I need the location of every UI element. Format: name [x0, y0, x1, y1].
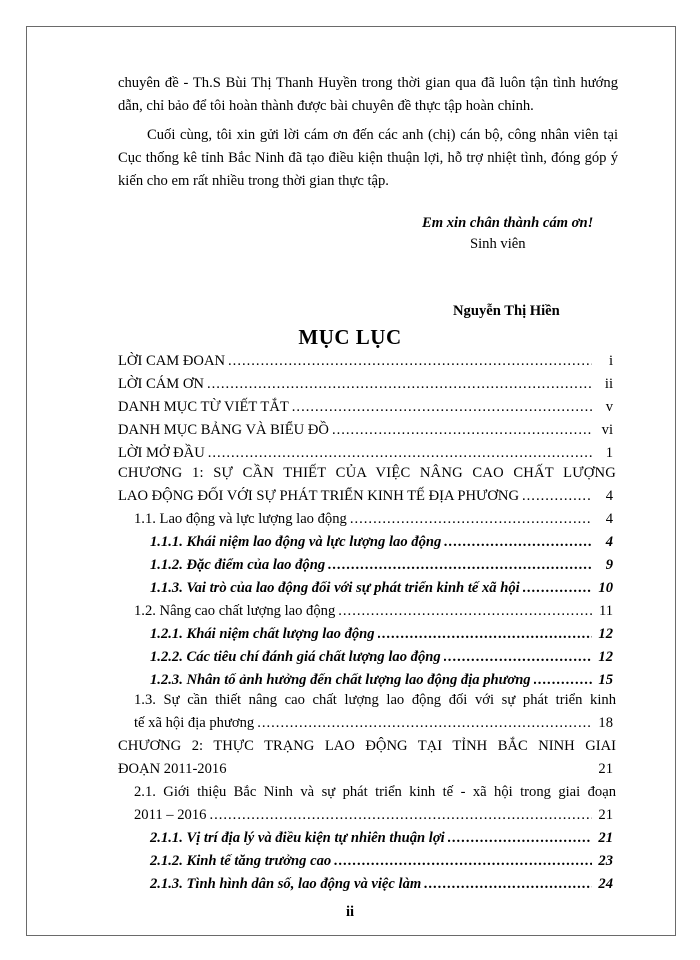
- toc-leader: [208, 445, 592, 462]
- page-number: ii: [345, 904, 355, 920]
- toc-leader: [338, 603, 592, 620]
- toc-title: MỤC LỤC: [298, 325, 402, 349]
- toc-item[interactable]: ĐOẠN 2011-2016 21: [118, 761, 613, 777]
- toc-leader: [209, 807, 592, 824]
- toc-item[interactable]: DANH MỤC TỪ VIẾT TẮT ..... v: [118, 399, 613, 421]
- toc-leader: [522, 488, 592, 505]
- toc-item[interactable]: 1.1.1. Khái niệm lao động và lực lượng lao động ..... 4: [150, 534, 613, 556]
- toc-item[interactable]: 2.1.3. Tình hình dân số, lao động và việc làm ..... 24: [150, 876, 613, 898]
- toc-leader: [448, 830, 592, 847]
- toc-item[interactable]: 1.2. Nâng cao chất lượng lao động ..... 11: [134, 603, 613, 625]
- signature-role: Sinh viên: [470, 236, 526, 252]
- toc-item[interactable]: 2.1.1. Vị trí địa lý và điều kiện tự nhiên thuận lợi ..... 21: [150, 830, 613, 852]
- toc-item[interactable]: 1.2.3. Nhân tố ảnh hưởng đến chất lượng lao động địa phương ..... 15: [150, 672, 613, 694]
- toc-leader: [257, 715, 592, 732]
- toc-item[interactable]: LỜI CÁM ƠN ..... ii: [118, 376, 613, 398]
- toc-item[interactable]: LỜI MỞ ĐẦU ..... 1: [118, 445, 613, 467]
- thanks-line: Em xin chân thành cám ơn!: [422, 215, 594, 231]
- toc-leader: [334, 853, 592, 870]
- toc-leader: [228, 353, 592, 370]
- toc-item[interactable]: 2.1.2. Kinh tế tăng trưởng cao ..... 23: [150, 853, 613, 875]
- toc-section-2-1-line1[interactable]: 2.1. Giới thiệu Bắc Ninh và sự phát triển kinh tế - xã hội trong giai đoạn: [134, 784, 616, 800]
- ack-paragraph-2: Cuối cùng, tôi xin gửi lời cám ơn đến các anh (chị) cán bộ, công nhân viên tại Cục thống kê tỉnh Bắc Ninh đã tạo điều kiện thuận lợi, hỗ trợ nhiệt tình, đóng góp ý kiến cho em rất nhiều trong thời gian thực tập.: [118, 127, 618, 189]
- toc-item[interactable]: 2011 – 2016 ..... 21: [134, 807, 613, 829]
- toc-section-1-3-line1[interactable]: 1.3. Sự cần thiết nâng cao chất lượng lao động đối với sự phát triển kinh: [134, 692, 616, 708]
- toc-leader: [350, 511, 592, 528]
- toc-item[interactable]: tế xã hội địa phương ..... 18: [134, 715, 613, 737]
- toc-leader: [523, 580, 592, 597]
- toc-chapter-1-line1[interactable]: CHƯƠNG 1: SỰ CẦN THIẾT CỦA VIỆC NÂNG CAO CHẤT LƯỢNG: [118, 465, 616, 481]
- toc-leader: [292, 399, 592, 416]
- toc-leader: [424, 876, 592, 893]
- toc-leader: [328, 557, 592, 574]
- toc-leader: [207, 376, 592, 393]
- ack-paragraph-1: chuyên đề - Th.S Bùi Thị Thanh Huyền trong thời gian qua đã luôn tận tình hướng dẫn, chỉ bảo để tôi hoàn thành được bài chuyên đề thực tập hoàn chỉnh.: [118, 75, 618, 114]
- toc-leader: [534, 672, 592, 689]
- toc-chapter-2-line1[interactable]: CHƯƠNG 2: THỰC TRẠNG LAO ĐỘNG TẠI TỈNH BẮC NINH GIAI: [118, 738, 616, 754]
- toc-item[interactable]: 1.1. Lao động và lực lượng lao động ..... 4: [134, 511, 613, 533]
- toc-item[interactable]: 1.2.2. Các tiêu chí đánh giá chất lượng lao động ..... 12: [150, 649, 613, 671]
- toc-leader: [332, 422, 592, 439]
- toc-item[interactable]: 1.2.1. Khái niệm chất lượng lao động ..... 12: [150, 626, 613, 648]
- toc-item[interactable]: LỜI CAM ĐOAN ..... i: [118, 353, 613, 375]
- toc-item[interactable]: 1.1.2. Đặc điểm của lao động ..... 9: [150, 557, 613, 579]
- toc-item[interactable]: 1.1.3. Vai trò của lao động đối với sự phát triển kinh tế xã hội ..... 10: [150, 580, 613, 602]
- author-name: Nguyễn Thị Hiền: [453, 303, 560, 319]
- toc-leader: [444, 649, 592, 666]
- toc-item[interactable]: DANH MỤC BẢNG VÀ BIỂU ĐỒ ..... vi: [118, 422, 613, 444]
- toc-item[interactable]: LAO ĐỘNG ĐỐI VỚI SỰ PHÁT TRIỂN KINH TẾ ĐỊA PHƯƠNG ..... 4: [118, 488, 613, 510]
- toc-leader: [444, 534, 592, 551]
- toc-leader: [378, 626, 592, 643]
